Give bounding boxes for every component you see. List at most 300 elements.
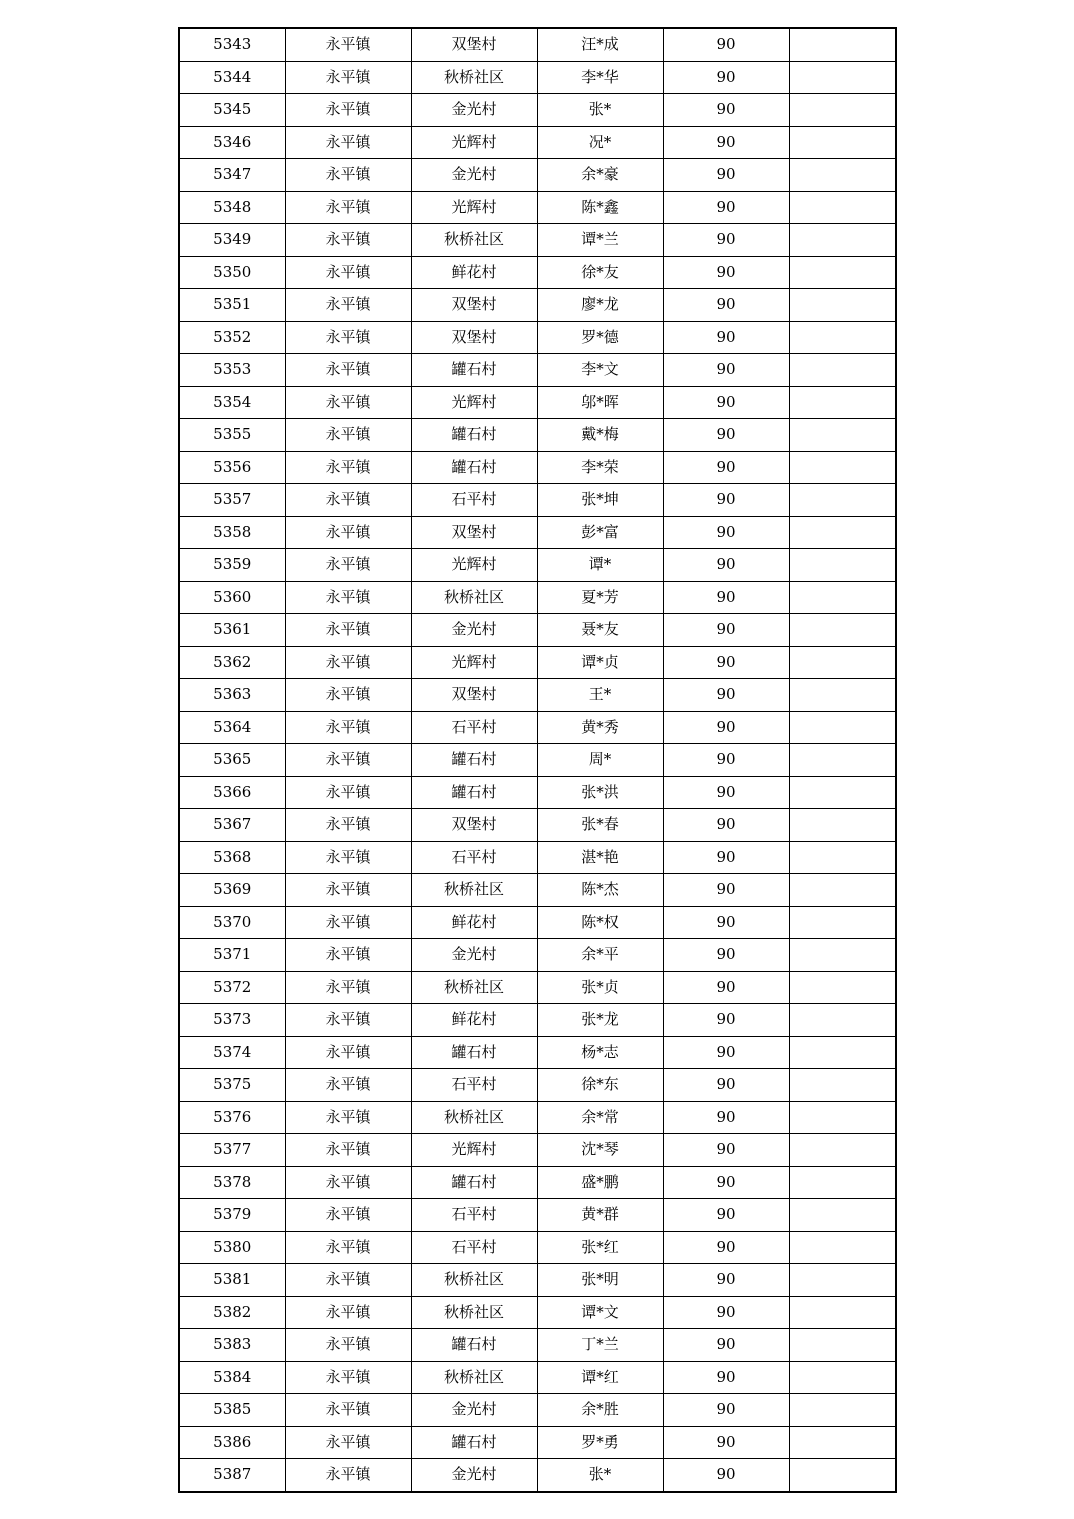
town-cell: 永平镇 bbox=[285, 776, 411, 809]
table-row bbox=[179, 289, 896, 322]
note-cell bbox=[789, 776, 896, 809]
village-cell: 罐石村 bbox=[411, 1166, 537, 1199]
name-cell: 余*豪 bbox=[537, 159, 663, 192]
town-cell: 永平镇 bbox=[285, 1004, 411, 1037]
village-cell: 光辉村 bbox=[411, 191, 537, 224]
note-cell bbox=[789, 126, 896, 159]
score-cell: 90 bbox=[663, 874, 789, 907]
note-cell bbox=[789, 61, 896, 94]
note-cell bbox=[789, 321, 896, 354]
note-cell bbox=[789, 1296, 896, 1329]
town-cell: 永平镇 bbox=[285, 1459, 411, 1492]
village-cell: 罐石村 bbox=[411, 1426, 537, 1459]
name-cell: 李*荣 bbox=[537, 451, 663, 484]
table-row bbox=[179, 1134, 896, 1167]
serial-number-cell: 5345 bbox=[179, 94, 285, 127]
table-row bbox=[179, 516, 896, 549]
table-row bbox=[179, 581, 896, 614]
town-cell: 永平镇 bbox=[285, 841, 411, 874]
serial-number-cell: 5381 bbox=[179, 1264, 285, 1297]
note-cell bbox=[789, 1004, 896, 1037]
town-cell: 永平镇 bbox=[285, 224, 411, 257]
town-cell: 永平镇 bbox=[285, 516, 411, 549]
table-row bbox=[179, 776, 896, 809]
town-cell: 永平镇 bbox=[285, 1264, 411, 1297]
score-cell: 90 bbox=[663, 1329, 789, 1362]
serial-number-cell: 5368 bbox=[179, 841, 285, 874]
village-cell: 双堡村 bbox=[411, 321, 537, 354]
serial-number-cell: 5356 bbox=[179, 451, 285, 484]
score-cell: 90 bbox=[663, 1296, 789, 1329]
serial-number-cell: 5366 bbox=[179, 776, 285, 809]
table-row bbox=[179, 224, 896, 257]
table-row bbox=[179, 354, 896, 387]
table-row bbox=[179, 1166, 896, 1199]
score-cell: 90 bbox=[663, 224, 789, 257]
town-cell: 永平镇 bbox=[285, 289, 411, 322]
note-cell bbox=[789, 1264, 896, 1297]
table-row bbox=[179, 646, 896, 679]
name-cell: 张*坤 bbox=[537, 484, 663, 517]
village-cell: 光辉村 bbox=[411, 126, 537, 159]
table-row bbox=[179, 679, 896, 712]
serial-number-cell: 5360 bbox=[179, 581, 285, 614]
town-cell: 永平镇 bbox=[285, 159, 411, 192]
serial-number-cell: 5349 bbox=[179, 224, 285, 257]
note-cell bbox=[789, 94, 896, 127]
serial-number-cell: 5375 bbox=[179, 1069, 285, 1102]
name-cell: 王* bbox=[537, 679, 663, 712]
note-cell bbox=[789, 939, 896, 972]
village-cell: 石平村 bbox=[411, 711, 537, 744]
town-cell: 永平镇 bbox=[285, 1296, 411, 1329]
score-cell: 90 bbox=[663, 1426, 789, 1459]
serial-number-cell: 5379 bbox=[179, 1199, 285, 1232]
score-cell: 90 bbox=[663, 386, 789, 419]
score-cell: 90 bbox=[663, 159, 789, 192]
table-row bbox=[179, 614, 896, 647]
score-cell: 90 bbox=[663, 1199, 789, 1232]
serial-number-cell: 5369 bbox=[179, 874, 285, 907]
note-cell bbox=[789, 419, 896, 452]
table-row bbox=[179, 744, 896, 777]
score-cell: 90 bbox=[663, 1134, 789, 1167]
village-cell: 罐石村 bbox=[411, 1329, 537, 1362]
name-cell: 邬*晖 bbox=[537, 386, 663, 419]
town-cell: 永平镇 bbox=[285, 809, 411, 842]
serial-number-cell: 5378 bbox=[179, 1166, 285, 1199]
name-cell: 罗*德 bbox=[537, 321, 663, 354]
village-cell: 秋桥社区 bbox=[411, 1296, 537, 1329]
serial-number-cell: 5384 bbox=[179, 1361, 285, 1394]
village-cell: 秋桥社区 bbox=[411, 1264, 537, 1297]
table-row bbox=[179, 419, 896, 452]
score-cell: 90 bbox=[663, 581, 789, 614]
village-cell: 罐石村 bbox=[411, 451, 537, 484]
note-cell bbox=[789, 224, 896, 257]
score-cell: 90 bbox=[663, 191, 789, 224]
village-cell: 金光村 bbox=[411, 159, 537, 192]
town-cell: 永平镇 bbox=[285, 1361, 411, 1394]
village-cell: 石平村 bbox=[411, 484, 537, 517]
town-cell: 永平镇 bbox=[285, 1329, 411, 1362]
serial-number-cell: 5358 bbox=[179, 516, 285, 549]
serial-number-cell: 5344 bbox=[179, 61, 285, 94]
table-row bbox=[179, 971, 896, 1004]
serial-number-cell: 5346 bbox=[179, 126, 285, 159]
village-cell: 光辉村 bbox=[411, 1134, 537, 1167]
serial-number-cell: 5376 bbox=[179, 1101, 285, 1134]
village-cell: 石平村 bbox=[411, 841, 537, 874]
village-cell: 石平村 bbox=[411, 1069, 537, 1102]
serial-number-cell: 5370 bbox=[179, 906, 285, 939]
name-cell: 张* bbox=[537, 1459, 663, 1492]
note-cell bbox=[789, 646, 896, 679]
village-cell: 鲜花村 bbox=[411, 256, 537, 289]
name-cell: 李*华 bbox=[537, 61, 663, 94]
table-row bbox=[179, 939, 896, 972]
name-cell: 陈*鑫 bbox=[537, 191, 663, 224]
name-cell: 戴*梅 bbox=[537, 419, 663, 452]
table-row bbox=[179, 256, 896, 289]
serial-number-cell: 5371 bbox=[179, 939, 285, 972]
score-cell: 90 bbox=[663, 1361, 789, 1394]
town-cell: 永平镇 bbox=[285, 1069, 411, 1102]
note-cell bbox=[789, 744, 896, 777]
note-cell bbox=[789, 1459, 896, 1492]
town-cell: 永平镇 bbox=[285, 1134, 411, 1167]
roster-table-body bbox=[179, 28, 896, 1492]
town-cell: 永平镇 bbox=[285, 1036, 411, 1069]
serial-number-cell: 5362 bbox=[179, 646, 285, 679]
table-row bbox=[179, 321, 896, 354]
serial-number-cell: 5343 bbox=[179, 28, 285, 61]
note-cell bbox=[789, 1101, 896, 1134]
town-cell: 永平镇 bbox=[285, 1394, 411, 1427]
name-cell: 徐*东 bbox=[537, 1069, 663, 1102]
note-cell bbox=[789, 386, 896, 419]
serial-number-cell: 5373 bbox=[179, 1004, 285, 1037]
village-cell: 秋桥社区 bbox=[411, 1101, 537, 1134]
town-cell: 永平镇 bbox=[285, 484, 411, 517]
name-cell: 沈*琴 bbox=[537, 1134, 663, 1167]
serial-number-cell: 5382 bbox=[179, 1296, 285, 1329]
note-cell bbox=[789, 1329, 896, 1362]
village-cell: 罐石村 bbox=[411, 1036, 537, 1069]
serial-number-cell: 5359 bbox=[179, 549, 285, 582]
name-cell: 谭*红 bbox=[537, 1361, 663, 1394]
note-cell bbox=[789, 516, 896, 549]
town-cell: 永平镇 bbox=[285, 906, 411, 939]
score-cell: 90 bbox=[663, 61, 789, 94]
note-cell bbox=[789, 354, 896, 387]
town-cell: 永平镇 bbox=[285, 28, 411, 61]
serial-number-cell: 5350 bbox=[179, 256, 285, 289]
note-cell bbox=[789, 1426, 896, 1459]
note-cell bbox=[789, 484, 896, 517]
town-cell: 永平镇 bbox=[285, 126, 411, 159]
note-cell bbox=[789, 841, 896, 874]
score-cell: 90 bbox=[663, 711, 789, 744]
score-cell: 90 bbox=[663, 1394, 789, 1427]
name-cell: 谭*兰 bbox=[537, 224, 663, 257]
name-cell: 张*贞 bbox=[537, 971, 663, 1004]
village-cell: 秋桥社区 bbox=[411, 1361, 537, 1394]
score-cell: 90 bbox=[663, 256, 789, 289]
note-cell bbox=[789, 679, 896, 712]
score-cell: 90 bbox=[663, 841, 789, 874]
serial-number-cell: 5385 bbox=[179, 1394, 285, 1427]
score-cell: 90 bbox=[663, 971, 789, 1004]
name-cell: 谭*文 bbox=[537, 1296, 663, 1329]
note-cell bbox=[789, 549, 896, 582]
name-cell: 张*明 bbox=[537, 1264, 663, 1297]
score-cell: 90 bbox=[663, 451, 789, 484]
score-cell: 90 bbox=[663, 679, 789, 712]
score-cell: 90 bbox=[663, 126, 789, 159]
town-cell: 永平镇 bbox=[285, 1166, 411, 1199]
note-cell bbox=[789, 1394, 896, 1427]
table-row bbox=[179, 874, 896, 907]
note-cell bbox=[789, 28, 896, 61]
note-cell bbox=[789, 256, 896, 289]
note-cell bbox=[789, 809, 896, 842]
village-cell: 罐石村 bbox=[411, 776, 537, 809]
town-cell: 永平镇 bbox=[285, 614, 411, 647]
name-cell: 夏*芳 bbox=[537, 581, 663, 614]
village-cell: 双堡村 bbox=[411, 809, 537, 842]
name-cell: 余*常 bbox=[537, 1101, 663, 1134]
village-cell: 秋桥社区 bbox=[411, 224, 537, 257]
town-cell: 永平镇 bbox=[285, 1199, 411, 1232]
note-cell bbox=[789, 191, 896, 224]
town-cell: 永平镇 bbox=[285, 61, 411, 94]
town-cell: 永平镇 bbox=[285, 94, 411, 127]
serial-number-cell: 5374 bbox=[179, 1036, 285, 1069]
town-cell: 永平镇 bbox=[285, 354, 411, 387]
name-cell: 丁*兰 bbox=[537, 1329, 663, 1362]
note-cell bbox=[789, 581, 896, 614]
score-cell: 90 bbox=[663, 516, 789, 549]
village-cell: 罐石村 bbox=[411, 354, 537, 387]
name-cell: 李*文 bbox=[537, 354, 663, 387]
serial-number-cell: 5347 bbox=[179, 159, 285, 192]
serial-number-cell: 5372 bbox=[179, 971, 285, 1004]
serial-number-cell: 5352 bbox=[179, 321, 285, 354]
score-cell: 90 bbox=[663, 28, 789, 61]
village-cell: 双堡村 bbox=[411, 516, 537, 549]
village-cell: 光辉村 bbox=[411, 386, 537, 419]
town-cell: 永平镇 bbox=[285, 646, 411, 679]
table-row bbox=[179, 1036, 896, 1069]
name-cell: 谭*贞 bbox=[537, 646, 663, 679]
table-row bbox=[179, 28, 896, 61]
note-cell bbox=[789, 1134, 896, 1167]
score-cell: 90 bbox=[663, 646, 789, 679]
village-cell: 石平村 bbox=[411, 1231, 537, 1264]
town-cell: 永平镇 bbox=[285, 679, 411, 712]
table-row bbox=[179, 94, 896, 127]
village-cell: 光辉村 bbox=[411, 646, 537, 679]
serial-number-cell: 5357 bbox=[179, 484, 285, 517]
village-cell: 鲜花村 bbox=[411, 1004, 537, 1037]
village-cell: 双堡村 bbox=[411, 289, 537, 322]
serial-number-cell: 5351 bbox=[179, 289, 285, 322]
score-cell: 90 bbox=[663, 1036, 789, 1069]
table-row bbox=[179, 1361, 896, 1394]
serial-number-cell: 5367 bbox=[179, 809, 285, 842]
table-row bbox=[179, 809, 896, 842]
village-cell: 双堡村 bbox=[411, 679, 537, 712]
name-cell: 余*胜 bbox=[537, 1394, 663, 1427]
village-cell: 金光村 bbox=[411, 614, 537, 647]
table-row bbox=[179, 451, 896, 484]
town-cell: 永平镇 bbox=[285, 581, 411, 614]
score-cell: 90 bbox=[663, 1166, 789, 1199]
roster-table bbox=[178, 27, 897, 1493]
town-cell: 永平镇 bbox=[285, 256, 411, 289]
name-cell: 陈*杰 bbox=[537, 874, 663, 907]
serial-number-cell: 5361 bbox=[179, 614, 285, 647]
town-cell: 永平镇 bbox=[285, 1426, 411, 1459]
score-cell: 90 bbox=[663, 1459, 789, 1492]
note-cell bbox=[789, 614, 896, 647]
serial-number-cell: 5387 bbox=[179, 1459, 285, 1492]
table-row bbox=[179, 1004, 896, 1037]
serial-number-cell: 5353 bbox=[179, 354, 285, 387]
score-cell: 90 bbox=[663, 1004, 789, 1037]
table-row bbox=[179, 1199, 896, 1232]
table-row bbox=[179, 906, 896, 939]
serial-number-cell: 5355 bbox=[179, 419, 285, 452]
village-cell: 鲜花村 bbox=[411, 906, 537, 939]
town-cell: 永平镇 bbox=[285, 386, 411, 419]
town-cell: 永平镇 bbox=[285, 1101, 411, 1134]
score-cell: 90 bbox=[663, 94, 789, 127]
note-cell bbox=[789, 1069, 896, 1102]
score-cell: 90 bbox=[663, 1231, 789, 1264]
name-cell: 张*红 bbox=[537, 1231, 663, 1264]
serial-number-cell: 5363 bbox=[179, 679, 285, 712]
table-row bbox=[179, 126, 896, 159]
score-cell: 90 bbox=[663, 809, 789, 842]
name-cell: 张* bbox=[537, 94, 663, 127]
note-cell bbox=[789, 711, 896, 744]
name-cell: 罗*勇 bbox=[537, 1426, 663, 1459]
name-cell: 张*洪 bbox=[537, 776, 663, 809]
serial-number-cell: 5365 bbox=[179, 744, 285, 777]
town-cell: 永平镇 bbox=[285, 744, 411, 777]
name-cell: 谭* bbox=[537, 549, 663, 582]
table-row bbox=[179, 1296, 896, 1329]
score-cell: 90 bbox=[663, 289, 789, 322]
name-cell: 汪*成 bbox=[537, 28, 663, 61]
name-cell: 湛*艳 bbox=[537, 841, 663, 874]
town-cell: 永平镇 bbox=[285, 939, 411, 972]
serial-number-cell: 5380 bbox=[179, 1231, 285, 1264]
village-cell: 石平村 bbox=[411, 1199, 537, 1232]
village-cell: 秋桥社区 bbox=[411, 971, 537, 1004]
name-cell: 盛*鹏 bbox=[537, 1166, 663, 1199]
village-cell: 金光村 bbox=[411, 94, 537, 127]
score-cell: 90 bbox=[663, 1101, 789, 1134]
name-cell: 杨*志 bbox=[537, 1036, 663, 1069]
table-row bbox=[179, 1394, 896, 1427]
name-cell: 况* bbox=[537, 126, 663, 159]
score-cell: 90 bbox=[663, 354, 789, 387]
name-cell: 黄*秀 bbox=[537, 711, 663, 744]
serial-number-cell: 5348 bbox=[179, 191, 285, 224]
village-cell: 光辉村 bbox=[411, 549, 537, 582]
score-cell: 90 bbox=[663, 906, 789, 939]
name-cell: 张*春 bbox=[537, 809, 663, 842]
note-cell bbox=[789, 874, 896, 907]
name-cell: 徐*友 bbox=[537, 256, 663, 289]
note-cell bbox=[789, 971, 896, 1004]
name-cell: 陈*权 bbox=[537, 906, 663, 939]
table-row bbox=[179, 1069, 896, 1102]
note-cell bbox=[789, 1361, 896, 1394]
table-row bbox=[179, 1264, 896, 1297]
town-cell: 永平镇 bbox=[285, 321, 411, 354]
name-cell: 彭*富 bbox=[537, 516, 663, 549]
name-cell: 廖*龙 bbox=[537, 289, 663, 322]
village-cell: 秋桥社区 bbox=[411, 874, 537, 907]
score-cell: 90 bbox=[663, 321, 789, 354]
table-row bbox=[179, 61, 896, 94]
score-cell: 90 bbox=[663, 1264, 789, 1297]
village-cell: 秋桥社区 bbox=[411, 61, 537, 94]
note-cell bbox=[789, 159, 896, 192]
score-cell: 90 bbox=[663, 484, 789, 517]
score-cell: 90 bbox=[663, 1069, 789, 1102]
town-cell: 永平镇 bbox=[285, 191, 411, 224]
note-cell bbox=[789, 906, 896, 939]
town-cell: 永平镇 bbox=[285, 419, 411, 452]
name-cell: 黄*群 bbox=[537, 1199, 663, 1232]
town-cell: 永平镇 bbox=[285, 711, 411, 744]
score-cell: 90 bbox=[663, 776, 789, 809]
score-cell: 90 bbox=[663, 744, 789, 777]
town-cell: 永平镇 bbox=[285, 1231, 411, 1264]
village-cell: 罐石村 bbox=[411, 419, 537, 452]
note-cell bbox=[789, 1199, 896, 1232]
note-cell bbox=[789, 451, 896, 484]
table-row bbox=[179, 1459, 896, 1492]
score-cell: 90 bbox=[663, 939, 789, 972]
table-row bbox=[179, 1101, 896, 1134]
town-cell: 永平镇 bbox=[285, 549, 411, 582]
table-row bbox=[179, 191, 896, 224]
name-cell: 周* bbox=[537, 744, 663, 777]
table-row bbox=[179, 1329, 896, 1362]
table-row bbox=[179, 549, 896, 582]
town-cell: 永平镇 bbox=[285, 874, 411, 907]
serial-number-cell: 5386 bbox=[179, 1426, 285, 1459]
note-cell bbox=[789, 1036, 896, 1069]
note-cell bbox=[789, 1231, 896, 1264]
table-row bbox=[179, 484, 896, 517]
serial-number-cell: 5377 bbox=[179, 1134, 285, 1167]
serial-number-cell: 5354 bbox=[179, 386, 285, 419]
note-cell bbox=[789, 289, 896, 322]
village-cell: 金光村 bbox=[411, 939, 537, 972]
town-cell: 永平镇 bbox=[285, 971, 411, 1004]
table-row bbox=[179, 1426, 896, 1459]
name-cell: 聂*友 bbox=[537, 614, 663, 647]
table-row bbox=[179, 841, 896, 874]
town-cell: 永平镇 bbox=[285, 451, 411, 484]
